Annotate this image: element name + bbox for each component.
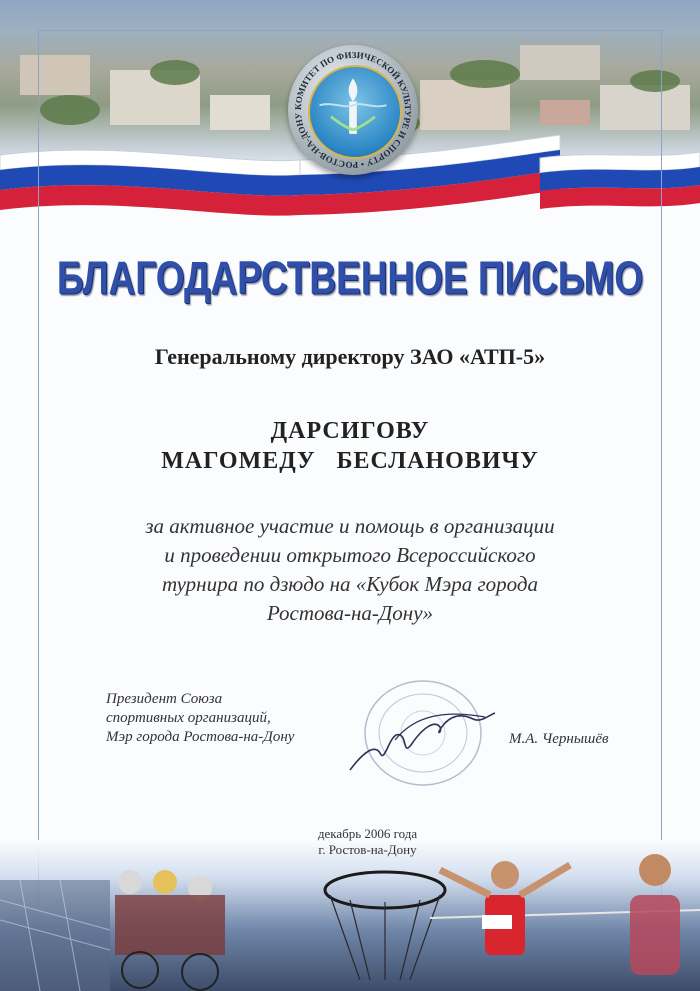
signer-title xyxy=(106,690,346,747)
signer-title-line: Президент Союза xyxy=(106,691,223,707)
date-and-place xyxy=(0,826,700,858)
sports-committee-emblem xyxy=(288,45,418,175)
official-stamp-with-signature xyxy=(345,675,495,790)
sports-collage-illustration xyxy=(0,840,700,991)
issue-date: декабрь 2006 года xyxy=(317,826,418,841)
addressee-line: Генеральному директору ЗАО «АТП-5» xyxy=(154,344,546,369)
gratitude-line: и проведении открытого Всероссийского xyxy=(164,543,536,567)
signer-title-line: Мэр города Ростова-на-Дону xyxy=(106,729,295,745)
svg-text:КОМИТЕТ ПО ФИЗИЧЕСКОЙ КУЛЬТУРЕ: КОМИТЕТ ПО ФИЗИЧЕСКОЙ КУЛЬТУРЕ И СПОРТУ • РОСТОВ-НА-ДОНУ xyxy=(292,49,414,171)
recipient-given-names: МАГОМЕДУ БЕСЛАНОВИЧУ xyxy=(161,448,539,474)
torch-emblem-icon xyxy=(308,65,402,159)
certificate-title: БЛАГОДАРСТВЕННОЕ ПИСЬМО xyxy=(56,252,644,304)
gratitude-line: Ростова-на-Дону» xyxy=(266,601,434,625)
signer-title-line: спортивных организаций, xyxy=(106,710,271,726)
recipient-surname: ДАРСИГОВУ xyxy=(270,418,430,444)
gratitude-text xyxy=(90,512,610,628)
gratitude-line: турнира по дзюдо на «Кубок Мэра города xyxy=(161,572,539,596)
issue-place: г. Ростов-на-Дону xyxy=(318,842,417,857)
signer-name: М.А. Чернышёв xyxy=(509,731,609,747)
sports-collage-image xyxy=(0,840,700,991)
gratitude-line: за активное участие и помощь в организации xyxy=(145,514,555,538)
